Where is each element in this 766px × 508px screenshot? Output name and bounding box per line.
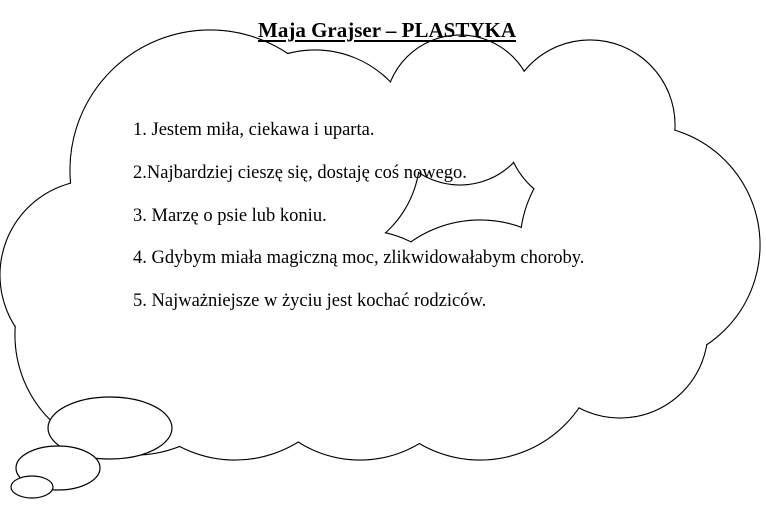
statements-list — [133, 118, 584, 332]
document-title: Maja Grajser – PLASTYKA — [258, 18, 516, 42]
statement-line: 4. Gdybym miała magiczną moc, zlikwidowałabym choroby. — [133, 248, 585, 269]
statement-line: 5. Najważniejsze w życiu jest kochać rodziców. — [133, 291, 487, 311]
statement-line: 1. Jestem miła, ciekawa i uparta. — [133, 120, 375, 140]
statement-line: 2.Najbardziej cieszę się, dostaję coś nowego. — [133, 162, 467, 183]
statement-line: 3. Marzę o psie lub koniu. — [133, 205, 327, 226]
thought-bubble-small — [11, 476, 53, 498]
